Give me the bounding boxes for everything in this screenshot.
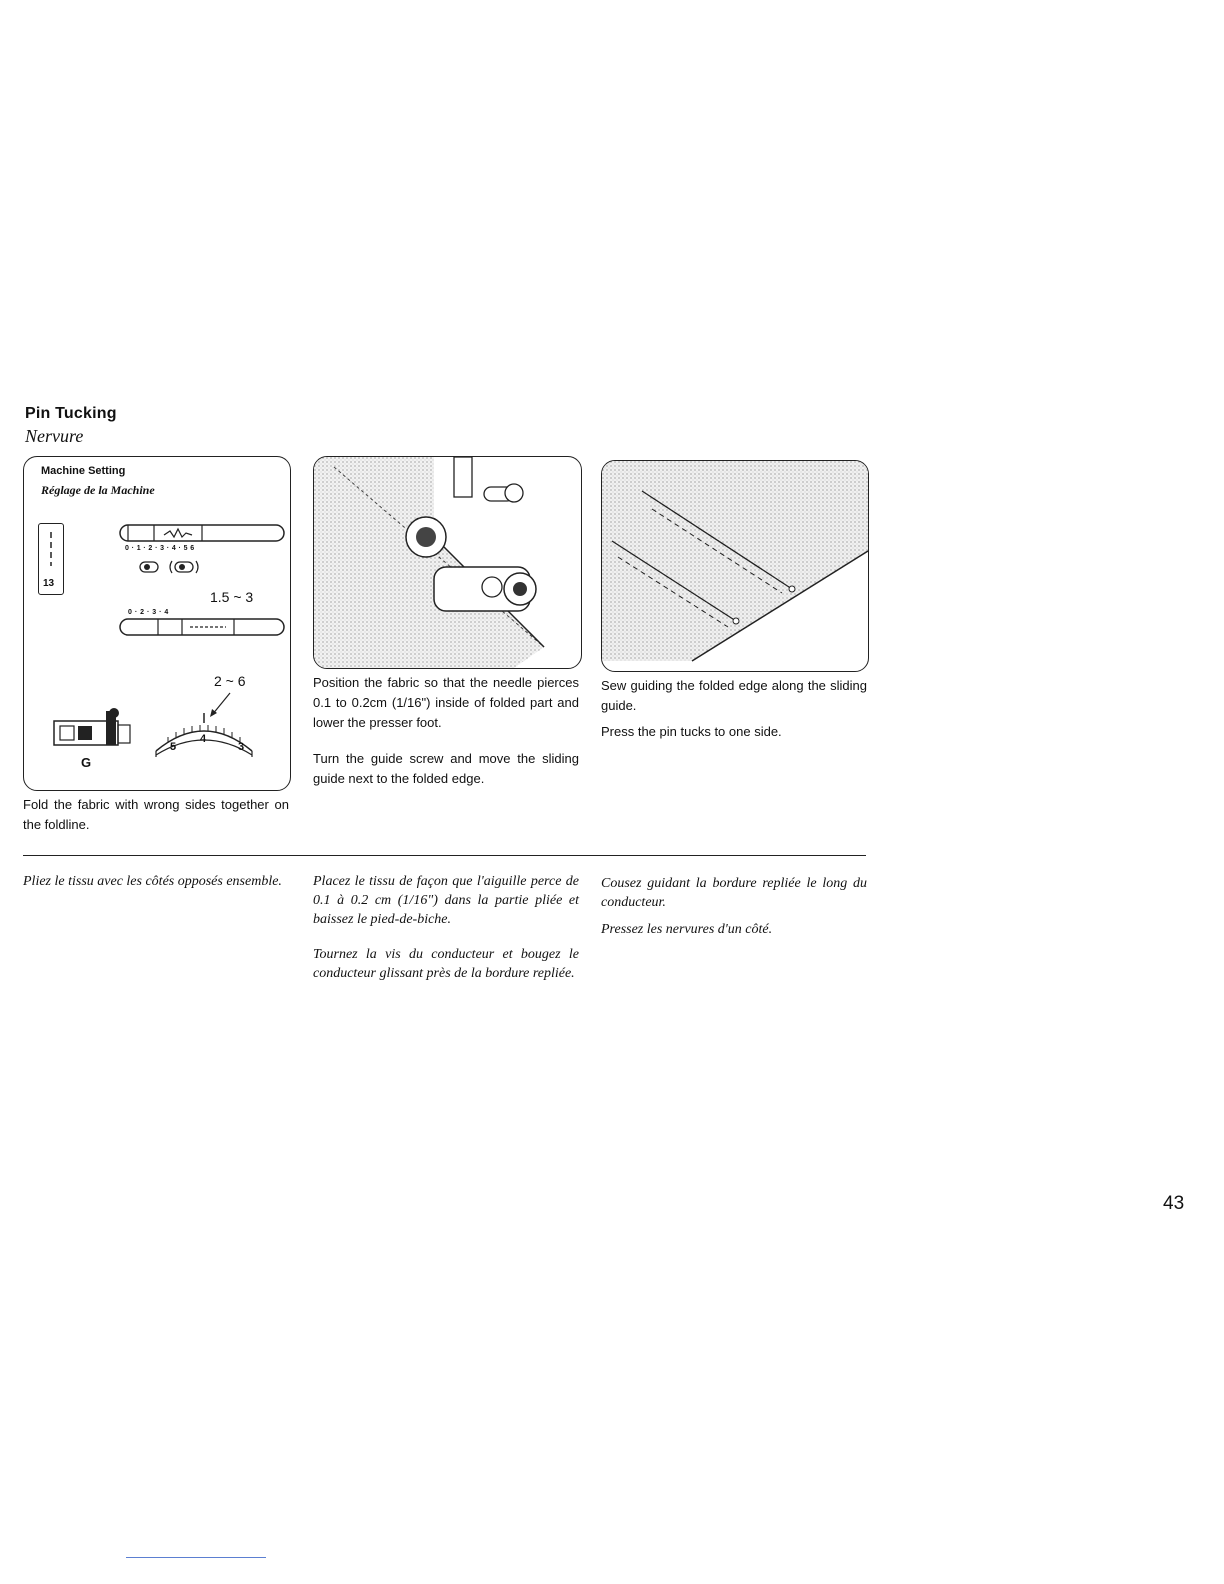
bottom-link-underline — [126, 1557, 266, 1558]
presser-foot-icon — [50, 707, 140, 753]
tension-dial-number-center: 4 — [200, 733, 207, 745]
stitch-width-scale: 0 · 1 · 2 · 3 · 4 · 5 6 — [125, 545, 195, 552]
needle-center-line-icon — [39, 526, 63, 574]
instruction-guide-text: Turn the guide screw and move the sliding guide next to the folded edge. — [313, 751, 579, 786]
needle-position-number: 13 — [43, 578, 55, 589]
stitch-selector-icon — [138, 559, 210, 575]
illustration-presser-foot — [313, 456, 582, 669]
tension-range: 2 ~ 6 — [214, 673, 246, 689]
instruction-fold-fr — [23, 872, 289, 891]
instruction-press-text-fr: Pressez les nervures d'un côté. — [601, 922, 773, 937]
instruction-fold-en — [23, 795, 289, 835]
instruction-guide-text-fr: Tournez la vis du conducteur et bougez le conducteur glissant près de la bordure repliée. — [313, 947, 579, 981]
instruction-position-en — [313, 673, 579, 789]
instruction-position-text: Position the fabric so that the needle pierces 0.1 to 0.2cm (1/16") inside of folded part and lower the presser foot. — [313, 675, 579, 730]
stitch-length-range: 1.5 ~ 3 — [210, 589, 254, 605]
presser-foot-label: G — [81, 755, 92, 770]
machine-setting-panel — [23, 456, 291, 791]
machine-setting-label: Machine Setting — [41, 465, 126, 477]
instruction-position-text-fr: Placez le tissu de façon que l'aiguille perce de 0.1 à 0.2 cm (1/16") dans la partie pliée et baissez le pied-de-biche. — [313, 874, 579, 927]
pin-tucks-illustration — [602, 461, 868, 671]
tension-dial-number-right: 3 — [238, 741, 245, 753]
machine-setting-label-french: Réglage de la Machine — [41, 483, 155, 497]
page-number: 43 — [1163, 1193, 1185, 1214]
tension-dial-number-left: 5 — [170, 741, 177, 753]
presser-foot-on-fabric-illustration — [314, 457, 581, 668]
stitch-length-dial-icon — [118, 615, 288, 641]
section-divider — [23, 855, 866, 856]
instruction-sew-text-fr: Cousez guidant la bordure repliée le long du conducteur. — [601, 876, 867, 910]
section-title: Pin Tucking — [25, 405, 117, 422]
instruction-sew-text: Sew guiding the folded edge along the sliding guide. — [601, 678, 867, 713]
instruction-sew-en — [601, 676, 867, 742]
stitch-width-dial-icon — [118, 521, 288, 547]
instruction-press-text: Press the pin tucks to one side. — [601, 724, 782, 739]
needle-position-indicator — [38, 523, 64, 595]
instruction-position-fr — [313, 872, 579, 983]
stitch-length-scale: 0 · 2 · 3 · 4 — [128, 609, 169, 616]
instruction-fold-text: Fold the fabric with wrong sides together on the foldline. — [23, 797, 289, 832]
illustration-pin-tucks — [601, 460, 869, 672]
instruction-fold-text-fr: Pliez le tissu avec les côtés opposés ensemble. — [23, 874, 282, 889]
section-title-french: Nervure — [25, 426, 84, 446]
instruction-sew-fr — [601, 874, 867, 939]
